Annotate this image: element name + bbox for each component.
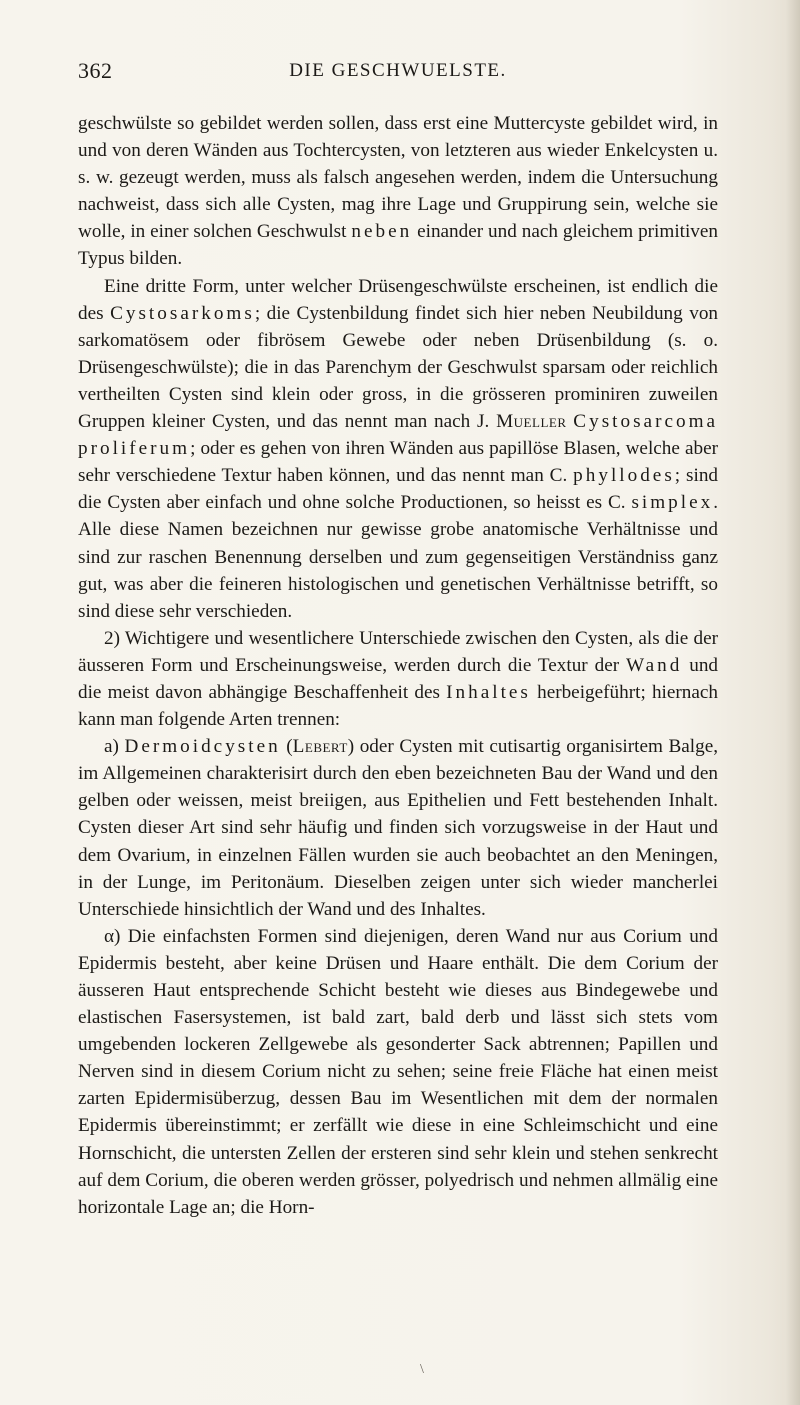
- paragraph-5-text: α) Die einfachsten Formen sind diejenigen, deren Wand nur aus Corium und Epidermis besteht, aber keine Drüsen und Haare enthält. Die dem Corium der äusseren Haut entsprechende Schicht besteht wie dieses aus Bindegewebe und elastischen Fasersystemen, ist bald zart, bald derb und lässt sich stets vom umgebenden lockeren Zellgewebe als gesonderter Sack abtrennen; Papillen und Nerven sind in diesem Corium nicht zu sehen; seine freie Fläche hat einen meist zarten Epidermisüberzug, dessen Bau im Wesentlichen mit dem der normalen Epidermis übereinstimmt; er zerfällt wie diese in eine Schleimschicht und eine Hornschicht, die untersten Zellen der ersteren sind sehr klein und stehen senkrecht auf dem Corium, die oberen werden grösser, polyedrisch und nehmen allmälig eine horizontale Lage an; die Horn-: [78, 925, 718, 1218]
- paragraph-2-part-a: Eine dritte Form, unter welcher Drüsengeschwülste erscheinen, ist endlich die des: [78, 275, 718, 324]
- footer-mark: \: [420, 1362, 424, 1377]
- paragraph-2-part-d: ; sind die Cysten aber einfach und ohne solche Productionen, so heisst es C.: [78, 465, 719, 514]
- emphasis-neben: neben: [351, 221, 413, 243]
- paragraph-4-paren: (: [286, 736, 293, 758]
- paragraph-4-marker: a): [104, 736, 119, 758]
- page-number: 362: [78, 58, 113, 83]
- running-head: DIE GESCHWUELSTE.: [289, 60, 507, 81]
- paragraph-1-text: geschwülste so gebildet werden sollen, dass erst eine Muttercyste gebildet wird, in und von deren Wänden aus Tochtercysten, von letzteren aus wieder Enkelcysten u. s. w. gezeugt werden, muss als falsch angesehen werden, indem die Untersuchung nachweist, dass sich alle Cysten, mag ihre Lage und Gruppirung sein, welche sie wolle, in einer solchen Geschwulst: [78, 113, 718, 243]
- emphasis-phyllodes: phyllodes: [573, 465, 675, 487]
- paragraph-2-part-e: . Alle diese Namen bezeichnen nur gewisse grobe anatomische Verhältnisse und sind zur raschen Benennung derselben und zum gegenseitigen Verständniss ganz gut, was aber die feineren histologischen und genetischen Verhältnisse betrifft, so sind diese sehr verschieden.: [78, 492, 718, 622]
- paragraph-4: [78, 733, 718, 923]
- body-text: [78, 110, 718, 1221]
- paragraph-1-end: einander und nach gleichem primitiven Typus bilden.: [78, 221, 719, 270]
- author-mueller: Mueller: [496, 411, 567, 433]
- emphasis-cystosarkoms: Cystosarkoms: [110, 302, 255, 324]
- emphasis-cystosarcoma-proliferum: Cystosarcoma proliferum: [78, 411, 719, 460]
- paragraph-1: [78, 110, 718, 273]
- paragraph-4-part-b: ) oder Cysten mit cutisartig organisirtem Balge, im Allgemeinen charakterisirt durch den eben bezeichneten Bau der Wand und den gelben oder weissen, meist breiigen, aus Epithelien und Fett bestehenden Inhalt. Cysten dieser Art sind sehr häufig und finden sich vorzugsweise in der Haut und dem Ovarium, in einzelnen Fällen wurden sie auch beobachtet an den Meningen, in der Lunge, im Peritonäum. Dieselben zeigen unter sich wieder mancherlei Unterschiede hinsichtlich der Wand und des Inhaltes.: [78, 736, 719, 920]
- emphasis-dermoidcysten: Dermoidcysten: [124, 736, 281, 758]
- paragraph-3-part-c: herbeigeführt; hiernach kann man folgende Arten trennen:: [78, 681, 719, 731]
- emphasis-inhaltes: Inhaltes: [446, 681, 531, 703]
- paragraph-2: [78, 273, 718, 625]
- paragraph-3: [78, 625, 718, 733]
- paragraph-5: [78, 923, 718, 1221]
- emphasis-wand: Wand: [626, 654, 683, 676]
- page-edge-shadow: [786, 0, 800, 1405]
- paragraph-3-part-b: und die meist davon abhängige Beschaffenheit des: [78, 654, 719, 703]
- paragraph-2-part-b: ; die Cystenbildung findet sich hier neben Neubildung von sarkomatösem oder fibrösem Gewebe oder neben Drüsenbildung (s. o. Drüsengeschwülste); die in das Parenchym der Geschwulst sparsam oder reichlich vertheilten Cysten sind klein oder gross, in die grösseren prominiren zuweilen Gruppen kleiner Cysten, und das nennt man nach J.: [78, 302, 719, 433]
- paragraph-2-part-c: ; oder es gehen von ihren Wänden aus papillöse Blasen, welche aber sehr verschiedene Textur haben können, und das nennt man C.: [78, 438, 718, 487]
- emphasis-simplex: simplex: [631, 492, 714, 514]
- paragraph-3-part-a: 2) Wichtigere und wesentlichere Unterschiede zwischen den Cysten, als die der äusseren Form und Erscheinungsweise, werden durch die Textur der: [78, 627, 718, 676]
- page-header: [78, 58, 718, 88]
- author-lebert: Lebert: [292, 736, 348, 758]
